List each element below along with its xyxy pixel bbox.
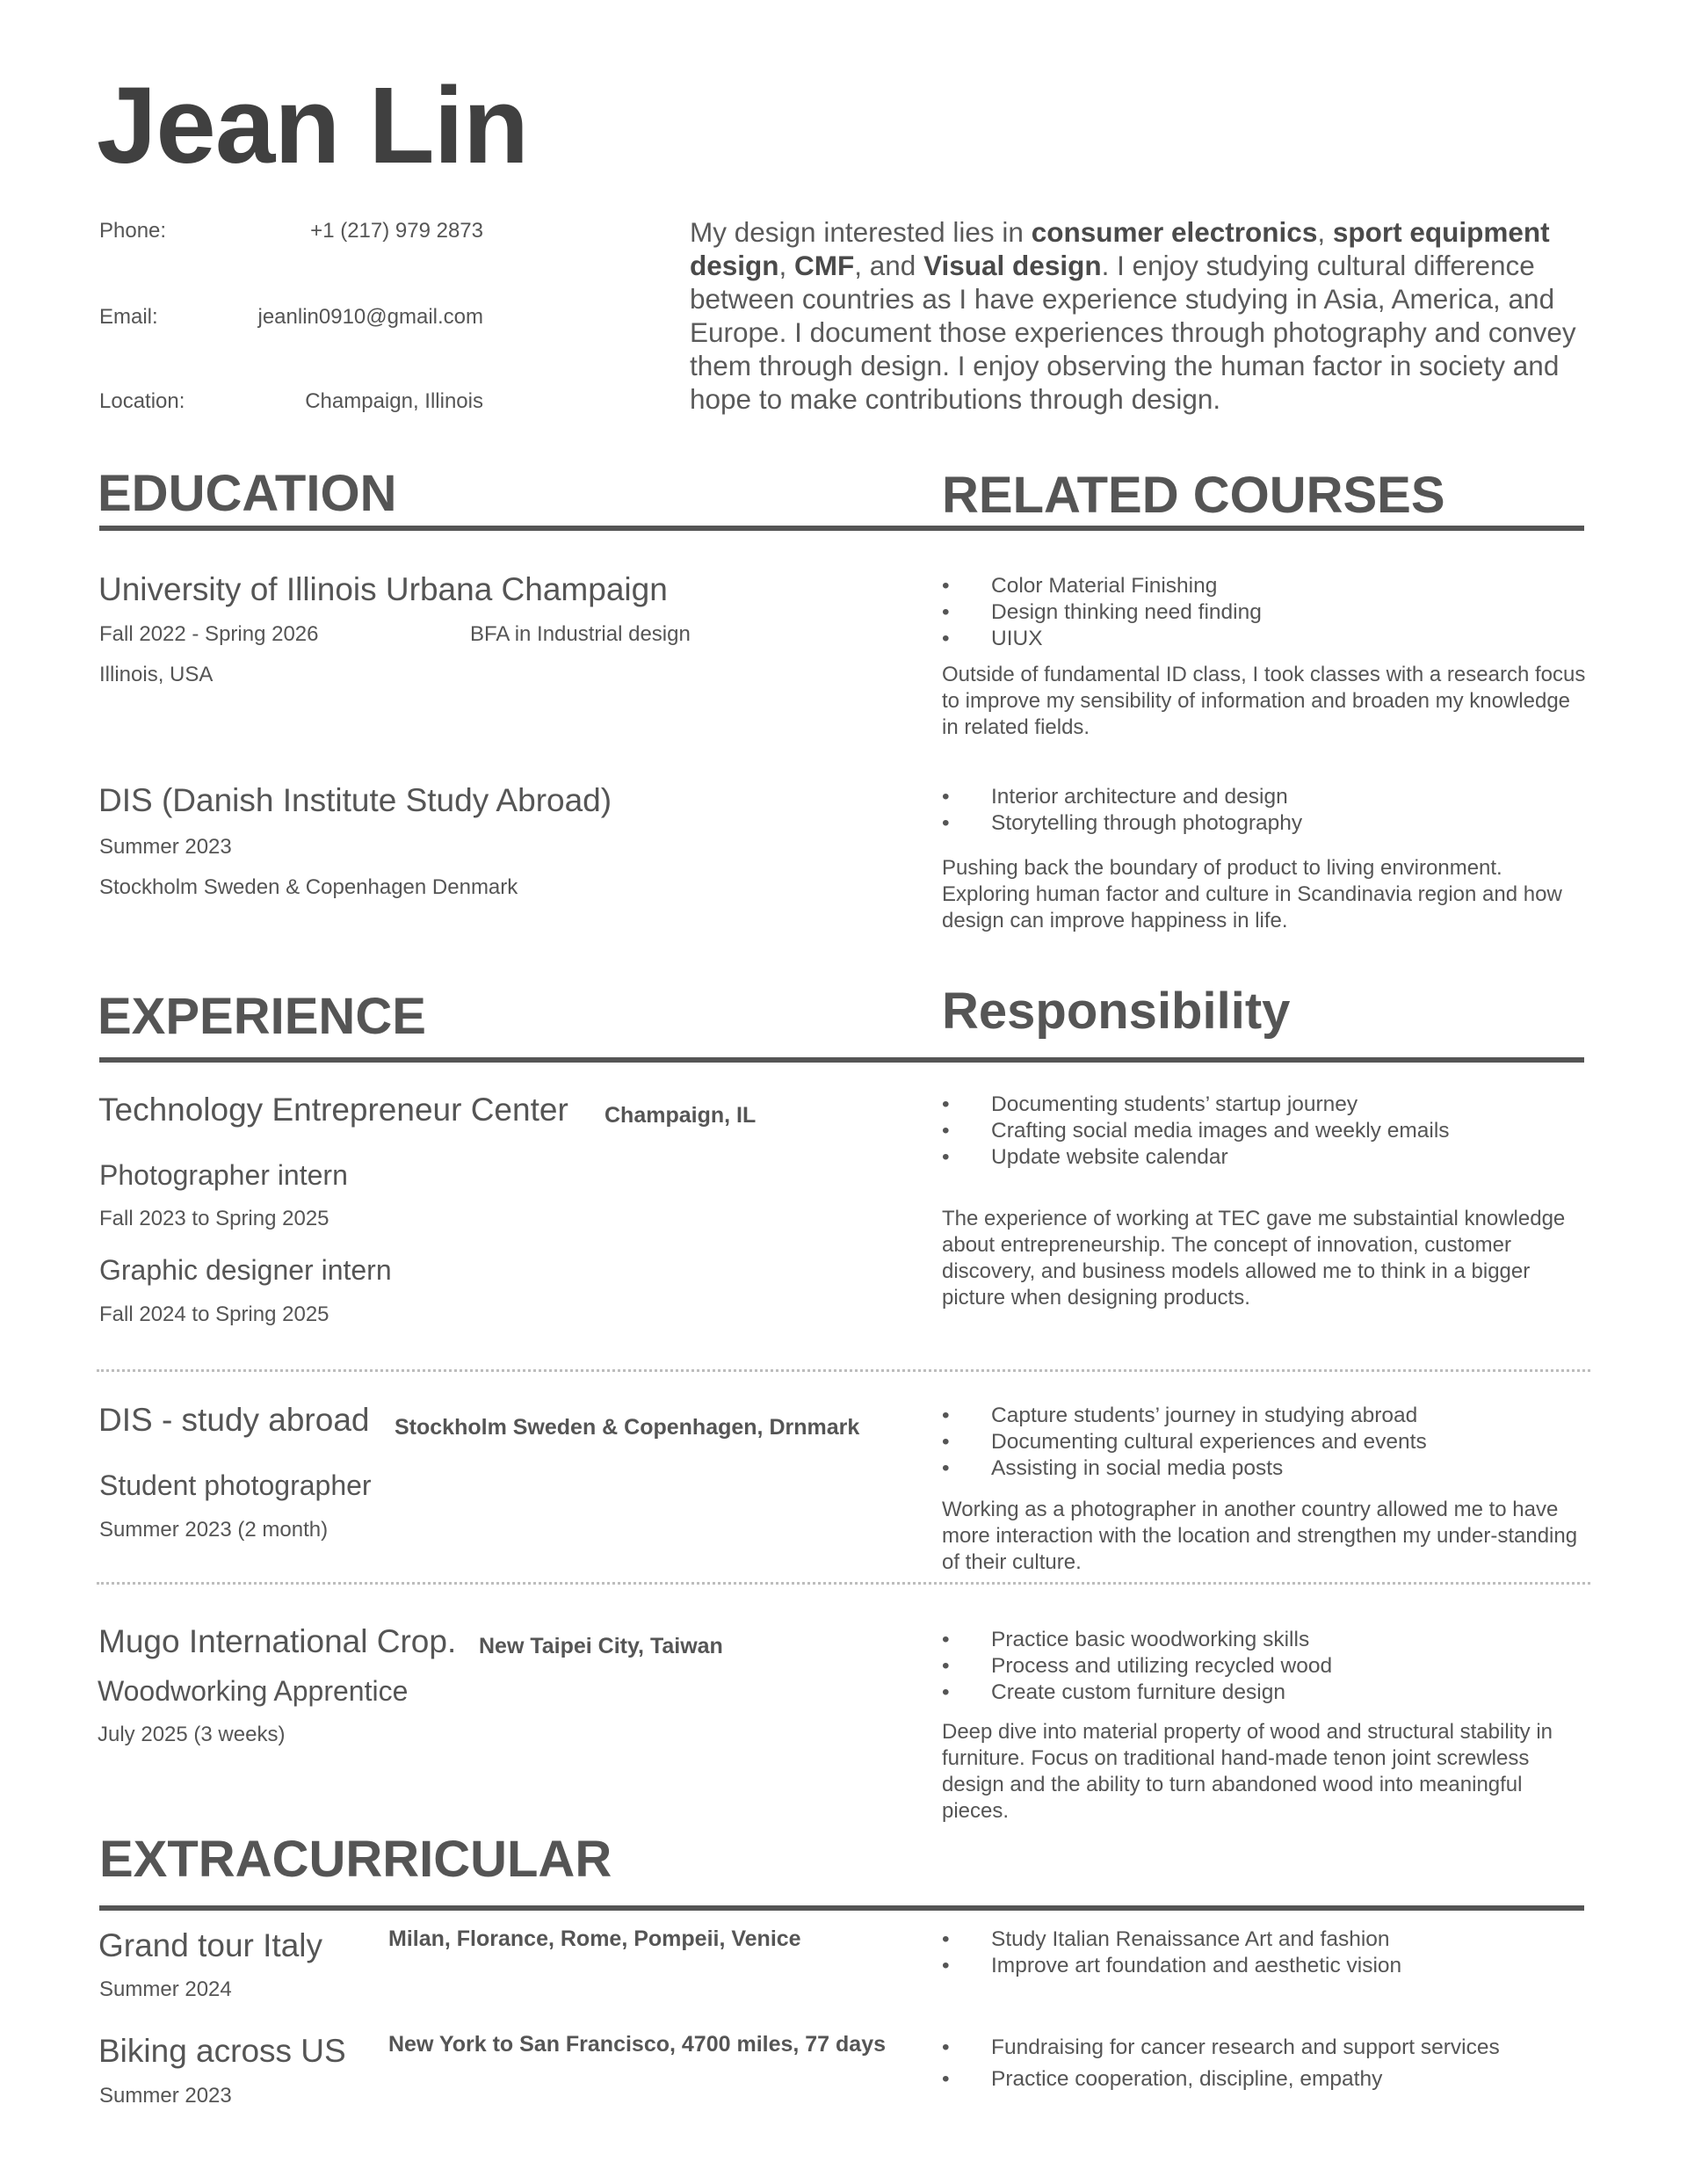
- summary-bold: consumer electronics: [1031, 216, 1318, 248]
- italy-bullets: [942, 1926, 1592, 1979]
- email-value: jeanlin0910@gmail.com: [257, 305, 483, 329]
- tec-responsibilities: [942, 1092, 1592, 1171]
- list-item: • Crafting social media images and weekly emails: [942, 1118, 1592, 1144]
- uiuc-school: University of Illinois Urbana Champaign: [98, 571, 668, 607]
- tec-paragraph: The experience of working at TEC gave me substaintial knowledge about entrepreneurship. The concept of innovation, customer discovery, and business models allowed me to think in a bigger picture when designing products.: [942, 1207, 1566, 1310]
- summary-bold: CMF: [794, 250, 855, 281]
- list-item: • Capture students’ journey in studying abroad: [942, 1403, 1592, 1429]
- italy-title: Grand tour Italy: [98, 1927, 323, 1963]
- list-item: • Storytelling through photography: [942, 810, 1592, 837]
- section-rule: [99, 1905, 1584, 1911]
- list-item: • Update website calendar: [942, 1144, 1592, 1171]
- email-label: Email:: [99, 305, 158, 329]
- list-item: • Color Material Finishing: [942, 573, 1592, 599]
- summary-bold: Visual design: [923, 250, 1102, 281]
- courses-heading: RELATED COURSES: [942, 467, 1445, 524]
- dis-responsibilities: [942, 1403, 1592, 1482]
- tec-org: Technology Entrepreneur Center: [98, 1092, 568, 1128]
- dis-paragraph: Working as a photographer in another country allowed me to have more interaction with the location and strengthen my under-standing of their culture.: [942, 1498, 1578, 1574]
- mugo-location: New Taipei City, Taiwan: [479, 1634, 723, 1658]
- italy-dates: Summer 2024: [99, 1977, 232, 2001]
- dis-location: Stockholm Sweden & Copenhagen Denmark: [99, 875, 518, 899]
- biking-title: Biking across US: [98, 2033, 346, 2069]
- phone-label: Phone:: [99, 219, 167, 243]
- list-item: • Documenting students’ startup journey: [942, 1092, 1592, 1118]
- location-value: Champaign, Illinois: [305, 389, 483, 413]
- section-rule: [99, 526, 1584, 531]
- biking-dates: Summer 2023: [99, 2084, 232, 2108]
- dis-exp-location: Stockholm Sweden & Copenhagen, Drnmark: [395, 1415, 860, 1440]
- list-item: • Practice cooperation, discipline, empathy: [942, 2064, 1592, 2095]
- biking-bullets: [942, 2032, 1592, 2095]
- extracurricular-heading: EXTRACURRICULAR: [99, 1831, 612, 1888]
- dis-org: DIS - study abroad: [98, 1402, 370, 1438]
- list-item: • Design thinking need finding: [942, 599, 1592, 626]
- list-item: • Assisting in social media posts: [942, 1455, 1592, 1482]
- section-rule: [99, 1057, 1584, 1063]
- italy-location: Milan, Florance, Rome, Pompeii, Venice: [388, 1926, 801, 1951]
- list-item: • Study Italian Renaissance Art and fashion: [942, 1926, 1592, 1953]
- summary-bold: sport equipment design: [690, 216, 1550, 281]
- uiuc-dates: Fall 2022 - Spring 2026: [99, 622, 319, 646]
- dis-school: DIS (Danish Institute Study Abroad): [98, 782, 612, 818]
- mugo-responsibilities: [942, 1627, 1592, 1706]
- dotted-divider: [97, 1582, 1590, 1585]
- education-heading: EDUCATION: [98, 465, 397, 522]
- dis-exp-dates: Summer 2023 (2 month): [99, 1518, 329, 1542]
- list-item: • Create custom furniture design: [942, 1680, 1592, 1706]
- dis-role: Student photographer: [99, 1469, 372, 1501]
- courses-paragraph-2: Pushing back the boundary of product to living environment. Exploring human factor and culture in Scandinavia region and how design can improve happiness in life.: [942, 856, 1562, 932]
- dis-dates: Summer 2023: [99, 835, 232, 859]
- list-item: • UIUX: [942, 626, 1592, 652]
- mugo-org: Mugo International Crop.: [98, 1623, 457, 1659]
- list-item: • Fundraising for cancer research and support services: [942, 2032, 1592, 2064]
- list-item: • Documenting cultural experiences and events: [942, 1429, 1592, 1455]
- tec-location: Champaign, IL: [605, 1103, 757, 1128]
- list-item: • Practice basic woodworking skills: [942, 1627, 1592, 1653]
- tec-role-1: Photographer intern: [99, 1159, 348, 1191]
- experience-heading: EXPERIENCE: [98, 988, 426, 1045]
- biking-location: New York to San Francisco, 4700 miles, 77 days: [388, 2032, 887, 2057]
- tec-role-2: Graphic designer intern: [99, 1254, 392, 1286]
- tec-dates-2: Fall 2024 to Spring 2025: [99, 1302, 329, 1326]
- mugo-role: Woodworking Apprentice: [98, 1675, 409, 1707]
- candidate-name: Jean Lin: [97, 66, 528, 186]
- uiuc-location: Illinois, USA: [99, 663, 214, 686]
- uiuc-degree: BFA in Industrial design: [470, 622, 691, 646]
- courses-list-1: [942, 573, 1592, 652]
- courses-paragraph-1: Outside of fundamental ID class, I took classes with a research focus to improve my sensibility of information and broaden my knowledge in related fields.: [942, 663, 1586, 739]
- mugo-paragraph: Deep dive into material property of wood and structural stability in furniture. Focus on traditional hand-made tenon joint screwless design and the ability to turn abandoned wood into meaningful pieces.: [942, 1720, 1553, 1823]
- tec-dates-1: Fall 2023 to Spring 2025: [99, 1207, 329, 1230]
- list-item: • Improve art foundation and aesthetic vision: [942, 1953, 1592, 1979]
- phone-value: +1 (217) 979 2873: [310, 219, 483, 243]
- list-item: • Interior architecture and design: [942, 784, 1592, 810]
- list-item: • Process and utilizing recycled wood: [942, 1653, 1592, 1680]
- courses-list-2: [942, 784, 1592, 837]
- mugo-dates: July 2025 (3 weeks): [98, 1723, 286, 1746]
- location-label: Location:: [99, 389, 185, 413]
- dotted-divider: [97, 1369, 1590, 1372]
- responsibility-heading: Responsibility: [942, 983, 1291, 1040]
- summary-paragraph: My design interested lies in consumer electronics, sport equipment design, CMF, and Visual design. I enjoy studying cultural difference between countries as I have experience studying in Asia, America, and Europe. I document those experiences through photography and convey them through design. I enjoy observing the human factor in society and hope to make contributions through design.: [690, 216, 1576, 415]
